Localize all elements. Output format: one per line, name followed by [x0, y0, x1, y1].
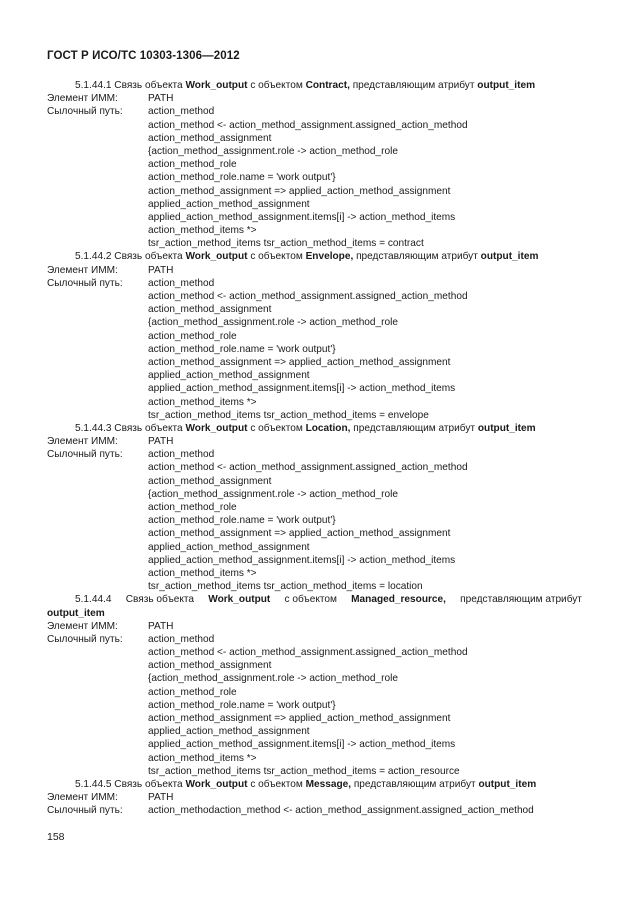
path-row [47, 277, 587, 290]
path-line: applied_action_method_assignment.items[i] -> action_method_items [148, 211, 456, 223]
path-line: action_method_assignment [148, 132, 272, 144]
path-row [47, 804, 587, 817]
path-line: action_method_role [148, 686, 237, 698]
path-line: applied_action_method_assignment.items[i] -> action_method_items [148, 739, 456, 751]
section-5-1-44-2 [47, 250, 587, 421]
path-line: action_method <- action_method_assignment.assigned_action_method [148, 647, 468, 659]
path-line: action_method_role.name = 'work output'} [148, 699, 336, 711]
path-line: applied_action_method_assignment.items[i] -> action_method_items [148, 554, 456, 566]
path-label: Сылочный путь: [47, 106, 123, 118]
section-heading: 5.1.44.1 Связь объекта Work_output с объектом Contract, представляющим атрибут output_item [75, 80, 536, 91]
path-line: action_method [148, 633, 215, 645]
element-value: PATH [148, 264, 174, 276]
path-line: applied_action_method_assignment.items[i] -> action_method_items [148, 383, 456, 395]
path-line: action_method <- action_method_assignment.assigned_action_method [148, 291, 468, 302]
path-line: action_method_assignment => applied_action_method_assignment [148, 713, 451, 724]
section-5-1-44-1 [47, 79, 587, 250]
path-line: action_method_assignment => applied_action_method_assignment [148, 356, 451, 368]
element-row [47, 264, 587, 277]
element-value: PATH [148, 620, 174, 632]
path-line: action_method_items *> [148, 567, 257, 579]
document-body [47, 79, 587, 818]
section-heading: 5.1.44.2 Связь объекта Work_output с объектом Envelope, представляющим атрибут output_item [75, 251, 539, 263]
path-line: action_method <- action_method_assignment.assigned_action_method [148, 119, 468, 131]
element-value: PATH [148, 436, 174, 448]
path-line: action_method [148, 449, 215, 461]
path-line: applied_action_method_assignment [148, 541, 310, 553]
path-line: tsr_action_method_items tsr_action_method_items = action_resource [148, 765, 460, 777]
path-label: Сылочный путь: [47, 449, 123, 461]
section-5-1-44-5 [47, 778, 587, 818]
path-line: action_method_items *> [148, 225, 257, 237]
element-row [47, 620, 587, 633]
path-line: action_method_assignment => applied_action_method_assignment [148, 528, 451, 540]
path-line: action_method_role [148, 330, 237, 342]
element-label: Элемент ИММ: [47, 436, 118, 448]
path-line: tsr_action_method_items tsr_action_method_items = envelope [148, 409, 429, 421]
path-row [47, 448, 587, 461]
path-label: Сылочный путь: [47, 277, 123, 289]
path-line: applied_action_method_assignment [148, 198, 310, 210]
path-line: action_method_role.name = 'work output'} [148, 343, 336, 355]
document-header: ГОСТ Р ИСО/ТС 10303-1306—2012 [47, 50, 240, 62]
path-label: Сылочный путь: [47, 805, 123, 817]
path-line: action_method [148, 277, 215, 289]
path-line: action_method <- action_method_assignment.assigned_action_method [148, 462, 468, 474]
path-line: action_method_items *> [148, 396, 257, 408]
path-row [47, 633, 587, 646]
section-5-1-44-4 [47, 593, 587, 778]
section-heading: 5.1.44.5 Связь объекта Work_output с объектом Message, представляющим атрибут output_item [75, 778, 537, 790]
path-line: action_method_items *> [148, 752, 257, 764]
path-line: {action_method_assignment.role -> action_method_role [148, 317, 398, 329]
path-line: action_method_assignment [148, 304, 272, 316]
section-heading: 5.1.44.3 Связь объекта Work_output с объектом Location, представляющим атрибут output_item [75, 422, 536, 434]
path-line: action_method_role.name = 'work output'} [148, 515, 336, 527]
path-line: {action_method_assignment.role -> action_method_role [148, 673, 398, 685]
path-line: action_methodaction_method <- action_method_assignment.assigned_action_method [148, 805, 534, 817]
element-value: PATH [148, 792, 174, 804]
path-line: action_method_role.name = 'work output'} [148, 172, 336, 184]
path-line: action_method_assignment [148, 475, 272, 487]
element-label: Элемент ИММ: [47, 264, 118, 276]
path-line: {action_method_assignment.role -> action_method_role [148, 145, 398, 157]
section-heading-cont: output_item [47, 607, 105, 619]
page-number: 158 [47, 831, 65, 843]
path-row [47, 105, 587, 118]
element-label: Элемент ИММ: [47, 792, 118, 804]
path-line: action_method_role [148, 159, 237, 171]
element-label: Элемент ИММ: [47, 620, 118, 632]
element-row [47, 791, 587, 804]
path-line: action_method_assignment [148, 660, 272, 672]
path-line: action_method_role [148, 502, 237, 513]
element-row [47, 435, 587, 448]
path-line: {action_method_assignment.role -> action_method_role [148, 488, 398, 500]
element-label: Элемент ИММ: [47, 93, 118, 105]
path-line: action_method [148, 106, 215, 118]
section-5-1-44-3 [47, 422, 587, 593]
path-label: Сылочный путь: [47, 633, 123, 645]
path-line: action_method_assignment => applied_action_method_assignment [148, 185, 451, 197]
path-line: applied_action_method_assignment [148, 370, 310, 382]
path-line: tsr_action_method_items tsr_action_method_items = location [148, 581, 423, 593]
element-row [47, 92, 587, 105]
path-line: applied_action_method_assignment [148, 726, 310, 738]
path-line: tsr_action_method_items tsr_action_method_items = contract [148, 238, 424, 250]
element-value: PATH [148, 93, 174, 105]
section-heading: 5.1.44.4 Связь объекта Work_output с объектом Managed_resource, представляющим атрибут [75, 594, 582, 606]
